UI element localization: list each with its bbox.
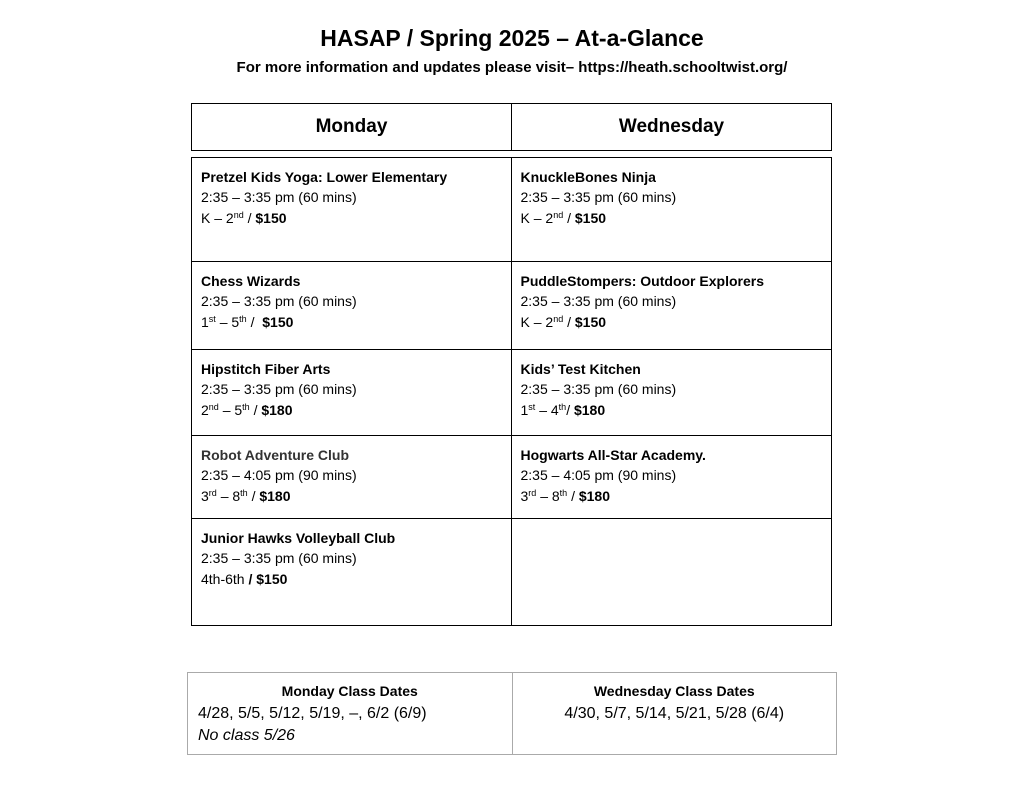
- class-grade-price: K – 2nd / $150: [520, 314, 607, 330]
- class-name: Hipstitch Fiber Arts: [201, 361, 331, 377]
- class-cell: [192, 436, 512, 519]
- class-price: $150: [262, 314, 294, 330]
- class-cell: [192, 262, 512, 350]
- class-cell: [192, 158, 512, 262]
- class-name: Junior Hawks Volleyball Club: [201, 530, 396, 546]
- class-cell: [512, 262, 832, 350]
- page-title: HASAP / Spring 2025 – At-a-Glance: [320, 25, 704, 51]
- class-cell: [192, 519, 512, 625]
- class-name: Pretzel Kids Yoga: Lower Elementary: [201, 169, 448, 185]
- class-schedule-grid: [191, 157, 832, 626]
- class-name: Chess Wizards: [201, 273, 301, 289]
- class-grade-price: K – 2nd / $150: [201, 210, 287, 226]
- class-cell: [512, 350, 832, 436]
- class-name: KnuckleBones Ninja: [520, 169, 656, 185]
- class-price: $150: [256, 571, 288, 587]
- class-time: 2:35 – 3:35 pm (60 mins): [201, 189, 357, 205]
- class-grade-price: 2nd – 5th / $180: [201, 402, 293, 418]
- class-name: Robot Adventure Club: [201, 447, 350, 463]
- class-price: $150: [574, 314, 607, 330]
- class-price: $180: [578, 488, 611, 504]
- class-time: 2:35 – 3:35 pm (60 mins): [520, 293, 677, 309]
- class-price: $180: [259, 488, 291, 504]
- class-name: PuddleStompers: Outdoor Explorers: [520, 273, 764, 289]
- class-name: Kids’ Test Kitchen: [520, 361, 641, 377]
- class-cell: [192, 350, 512, 436]
- column-header-wednesday: Wednesday: [511, 104, 831, 150]
- class-time: 2:35 – 3:35 pm (60 mins): [520, 381, 677, 397]
- wednesday-dates-list: 4/30, 5/7, 5/14, 5/21, 5/28 (6/4): [564, 705, 785, 722]
- class-price: $180: [573, 402, 606, 418]
- class-grade-price: 3rd – 8th / $180: [520, 488, 611, 504]
- class-time: 2:35 – 4:05 pm (90 mins): [520, 467, 677, 483]
- class-price: $150: [574, 210, 607, 226]
- class-grade-price: 4th-6th / $150: [201, 571, 288, 587]
- monday-dates-note: No class 5/26: [198, 727, 295, 744]
- class-time: 2:35 – 3:35 pm (60 mins): [201, 550, 357, 566]
- class-grade-price: 3rd – 8th / $180: [201, 488, 291, 504]
- wednesday-dates-cell: [512, 673, 837, 754]
- monday-dates-heading: Monday Class Dates: [281, 683, 418, 699]
- monday-dates-list: 4/28, 5/5, 5/12, 5/19, –, 6/2 (6/9): [198, 705, 427, 722]
- column-header-monday: Monday: [315, 116, 388, 137]
- class-price: $150: [255, 210, 287, 226]
- page-subtitle: For more information and updates please visit– https://heath.schooltwist.org/: [236, 59, 788, 76]
- class-grade-price: 1st – 5th / $150: [201, 314, 294, 330]
- class-grade-price: K – 2nd / $150: [520, 210, 607, 226]
- class-grade-price: 1st – 4th/ $180: [520, 402, 606, 418]
- wednesday-dates-heading: Wednesday Class Dates: [593, 683, 755, 699]
- class-time: 2:35 – 4:05 pm (90 mins): [201, 467, 357, 483]
- class-time: 2:35 – 3:35 pm (60 mins): [201, 381, 357, 397]
- day-header-table: [191, 103, 832, 151]
- class-price: $180: [261, 402, 293, 418]
- empty-cell: [512, 519, 832, 625]
- class-time: 2:35 – 3:35 pm (60 mins): [201, 293, 357, 309]
- class-cell: [512, 158, 832, 262]
- monday-dates-cell: [188, 673, 512, 754]
- class-time: 2:35 – 3:35 pm (60 mins): [520, 189, 677, 205]
- class-dates-table: [187, 672, 837, 755]
- class-cell: [512, 436, 832, 519]
- class-name: Hogwarts All-Star Academy.: [520, 447, 706, 463]
